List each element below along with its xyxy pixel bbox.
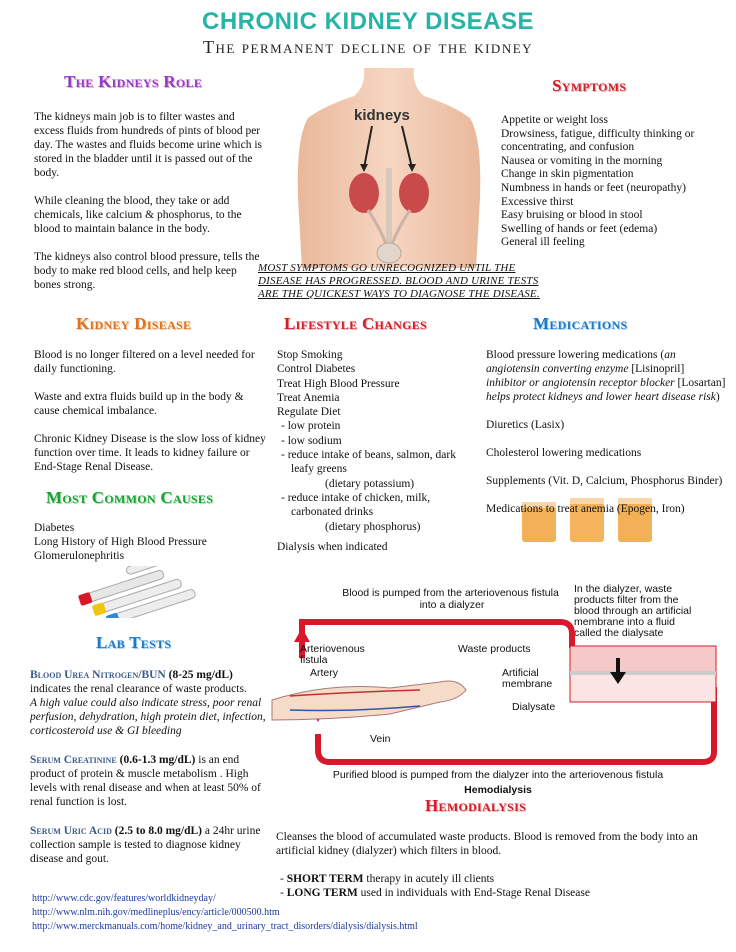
bp-plain: [Losartan] <box>674 377 726 389</box>
torso-label: kidneys <box>354 107 410 124</box>
forearm <box>272 681 466 720</box>
hemodialysis-text <box>276 830 716 900</box>
artificial-membrane-line <box>570 671 716 675</box>
kidneys-role-paragraph: The kidneys main job is to filter wastes and excess fluids from hundreds of pints of blood per day. The wastes and fluids become urine which is stored in the bladder until it is passed out of the body. <box>34 111 263 179</box>
vein-label: Vein <box>370 733 391 745</box>
kidney-disease-paragraph: Waste and extra fluids build up in the body & cause chemical imbalance. <box>34 391 244 417</box>
symptoms-list <box>501 114 723 250</box>
kidneys-role-text <box>34 110 264 306</box>
dialysate-label: Dialysate <box>512 701 556 713</box>
bp-close: ) <box>715 391 720 403</box>
dialysate-chamber <box>570 674 716 702</box>
diet-item: - reduce intake of chicken, milk, carbonated drinks <box>281 491 431 519</box>
symptom-item: Change in skin pigmentation <box>501 168 634 181</box>
long-term-text: used in individuals with End-Stage Renal Disease <box>357 887 590 899</box>
symptom-item: Nausea or vomiting in the morning <box>501 154 663 167</box>
av-fistula-line: fistula <box>300 654 328 666</box>
reference-link[interactable]: http://www.nlm.nih.gov/medlineplus/ency/article/000500.htm <box>32 907 280 918</box>
lifestyle-item: Regulate Diet <box>277 406 341 419</box>
creatinine-text: is an end product of protein & muscle metabolism . High levels with renal disease and when at least 50% of renal function is lost. <box>30 754 261 808</box>
kidney-disease-heading: Kidney Disease <box>76 314 192 333</box>
diagram-caption: Hemodialysis <box>464 784 532 796</box>
dialyzer-note-line: called the dialysate <box>574 627 664 639</box>
short-term-label: SHORT TERM <box>286 873 364 885</box>
lifestyle-list <box>277 348 473 554</box>
kidney-disease-text <box>34 348 266 488</box>
bun-note: A high value could also indicate stress, poor renal perfusion, dehydration, high protein diet, infection, corticosteroid use & GI bleeding <box>30 697 266 737</box>
cause-item: Diabetes <box>34 522 75 534</box>
diet-item: - low sodium <box>281 434 342 447</box>
uric-acid-range: (2.5 to 8.0 mg/dL) <box>111 825 202 837</box>
short-term-text: therapy in acutely ill clients <box>363 873 495 885</box>
waste-label: Waste products <box>458 643 531 655</box>
bp-lead: Blood pressure lowering medications ( <box>486 349 665 361</box>
bun-text: indicates the renal clearance of waste products. <box>30 683 247 695</box>
symptom-item: Drowsiness, fatigue, difficulty thinking or concentrating, and confusion <box>501 127 695 154</box>
hemodialysis-paragraph: Cleanses the blood of accumulated waste products. Blood is removed from the body into an artificial kidney (dialyzer) which filters in blood. <box>276 831 698 857</box>
symptoms-heading: Symptoms <box>552 76 627 95</box>
dialyzer-note <box>574 583 694 639</box>
left-kidney <box>349 173 379 213</box>
diagram-top-line: Blood is pumped from the arteriovenous fistula <box>342 587 559 599</box>
medications-text <box>486 348 726 530</box>
bun-name: Blood Urea Nitrogen/BUN <box>30 669 166 681</box>
hemodialysis-long-term: - LONG TERM used in individuals with End-Stage Renal Disease <box>280 887 590 899</box>
page-title: CHRONIC KIDNEY DISEASE <box>202 8 534 35</box>
bladder <box>377 243 401 263</box>
symptom-item: Excessive thirst <box>501 195 574 208</box>
reference-link[interactable]: http://www.merckmanuals.com/home/kidney_and_urinary_tract_disorders/dialysis/dialysis.html <box>32 921 418 932</box>
membrane-label <box>502 667 552 690</box>
kidney-disease-paragraph: Blood is no longer filtered on a level needed for daily functioning. <box>34 349 255 375</box>
bp-plain: [Lisinopril] <box>628 363 685 375</box>
symptom-item: Swelling of hands or feet (edema) <box>501 222 658 235</box>
causes-heading: Most Common Causes <box>46 488 214 507</box>
test-tubes-illustration <box>74 566 214 618</box>
kidneys-role-paragraph: While cleaning the blood, they take or add chemicals, like calcium & phosphorus, to the blood to maintain balance in the body. <box>34 195 242 235</box>
lifestyle-item: Control Diabetes <box>277 363 356 376</box>
symptom-item: General ill feeling <box>501 236 585 249</box>
symptoms-warning: MOST SYMPTOMS GO UNRECOGNIZED UNTIL THE DISEASE HAS PROGRESSED. BLOOD AND URINE TESTS ARE THE QUICKEST WAYS TO DIAGNOSE THE DISEASE. <box>258 262 540 300</box>
lab-creatinine <box>30 753 266 809</box>
kidneys-role-heading: The Kidneys Role <box>64 72 203 91</box>
hemodialysis-short-term: - SHORT TERM therapy in acutely ill clients <box>280 873 495 885</box>
diagram-bottom-caption: Purified blood is pumped from the dialyzer into the arteriovenous fistula <box>332 769 664 781</box>
symptom-item: Numbness in hands or feet (neuropathy) <box>501 181 686 194</box>
membrane-line: membrane <box>502 678 553 690</box>
dialyzer-note-line: In the dialyzer, waste <box>574 583 673 595</box>
right-kidney <box>399 173 429 213</box>
diagram-top-line: into a dialyzer <box>419 599 485 611</box>
diet-item: - reduce intake of beans, salmon, dark leafy greens <box>281 449 456 476</box>
medication-item: Medications to treat anemia (Epogen, Iron) <box>486 503 685 515</box>
creatinine-name: Serum Creatinine <box>30 754 117 766</box>
symptom-item: Appetite or weight loss <box>501 114 608 126</box>
cause-item: Glomerulonephritis <box>34 550 125 562</box>
lifestyle-item: Dialysis when indicated <box>277 540 388 553</box>
long-term-label: LONG TERM <box>286 887 358 899</box>
symptom-item: Easy bruising or blood in stool <box>501 209 643 222</box>
membrane-line: Artificial <box>502 667 539 679</box>
bp-italic: helps protect kidneys and lower heart disease risk <box>486 391 716 403</box>
dialyzer-note-line: blood through an artificial <box>574 605 692 617</box>
hemodialysis-heading: Hemodialysis <box>425 796 527 815</box>
diet-note: (dietary phosphorus) <box>325 520 421 533</box>
lab-uric-acid <box>30 824 266 866</box>
kidney-disease-paragraph: Chronic Kidney Disease is the slow loss of kidney function over time. It leads to kidney failure or End-Stage Renal Disease. <box>34 433 266 473</box>
dialyzer-note-line: membrane into a fluid <box>574 616 675 628</box>
artery-label: Artery <box>310 667 339 679</box>
medication-item: Diuretics (Lasix) <box>486 419 565 431</box>
uric-acid-name: Serum Uric Acid <box>30 825 112 837</box>
lifestyle-heading: Lifestyle Changes <box>284 314 427 333</box>
creatinine-range: (0.6-1.3 mg/dL) <box>116 754 196 766</box>
lifestyle-item: Treat High Blood Pressure <box>277 377 400 390</box>
kidneys-role-paragraph: The kidneys also control blood pressure, tells the body to make red blood cells, and help keep bones strong. <box>34 251 260 291</box>
lab-tests-heading: Lab Tests <box>96 633 172 652</box>
cause-item: Long History of High Blood Pressure <box>34 536 207 548</box>
diet-item: - low protein <box>281 420 341 433</box>
medications-heading: Medications <box>533 314 628 333</box>
bun-range: (8-25 mg/dL) <box>165 669 233 681</box>
diagram-top-caption <box>342 587 561 611</box>
lifestyle-item: Treat Anemia <box>277 391 340 404</box>
av-fistula-label <box>300 643 368 666</box>
reference-link[interactable]: http://www.cdc.gov/features/worldkidneyday/ <box>32 893 216 904</box>
medication-item: Cholesterol lowering medications <box>486 447 642 459</box>
kidneys-torso-illustration <box>294 68 484 268</box>
diet-note: (dietary potassium) <box>325 477 415 490</box>
reference-links <box>32 892 492 934</box>
medication-bp <box>486 348 726 404</box>
uric-acid-text: a 24hr urine collection sample is tested to diagnose kidney disease and gout. <box>30 825 261 865</box>
causes-list <box>34 521 264 563</box>
hemodialysis-diagram <box>270 582 726 782</box>
dialyzer-note-line: products filter from the <box>574 594 679 606</box>
page-subtitle: The permanent decline of the kidney <box>202 37 534 57</box>
bp-italic: an angiotensin converting enzyme <box>486 349 676 375</box>
lab-bun <box>30 668 266 738</box>
flow-arrow-up <box>294 628 310 642</box>
lab-tests-text <box>30 668 266 880</box>
medication-item: Supplements (Vit. D, Calcium, Phosphorus Binder) <box>486 475 723 487</box>
bp-italic: inhibitor or angiotensin receptor blocker <box>486 377 675 389</box>
lifestyle-item: Stop Smoking <box>277 349 343 361</box>
av-fistula-line: Arteriovenous <box>300 643 365 655</box>
